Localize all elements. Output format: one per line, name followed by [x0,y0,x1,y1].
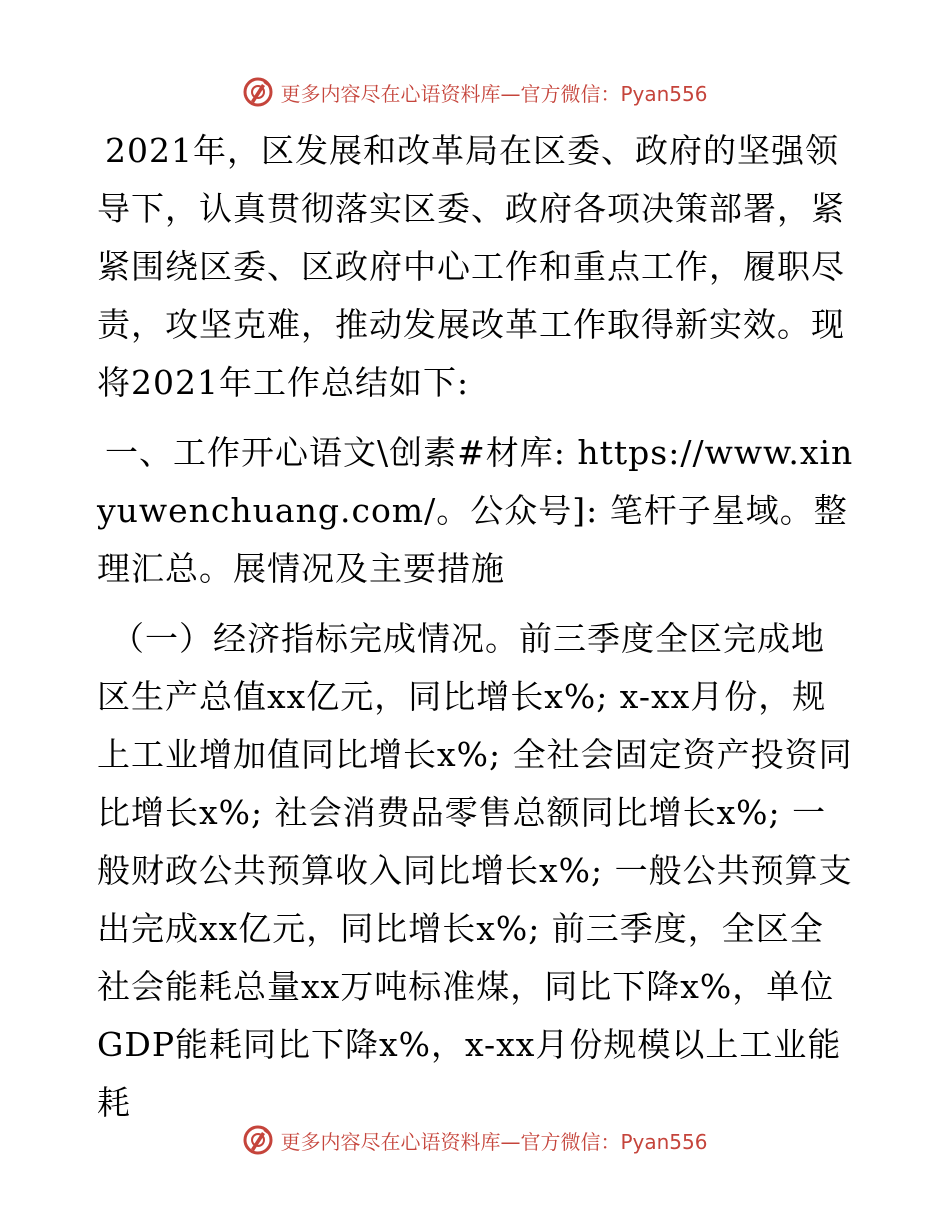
header-banner-text: 更多内容尽在心语资料库—官方微信：Pyan556 [280,81,708,106]
footer-banner-text: 更多内容尽在心语资料库—官方微信：Pyan556 [280,1129,708,1154]
paragraph-section-heading: 一、工作开心语文\创素#材库: https://www.xinyuwenchuang.com/。公众号]: 笔杆子星域。整理汇总。展情况及主要措施 [97,433,854,588]
paragraph-economic-indicators: （一）经济指标完成情况。前三季度全区完成地区生产总值xx亿元，同比增长x%; x-xx月份，规上工业增加值同比增长x%; 全社会固定资产投资同比增长x%; 社会消费品零售总额同比增长x%; 一般财政公共预算收入同比增长x%; 一般公共预算支出完成xx亿元，同比增长x%; 前三季度，全区全社会能耗总量xx万吨标准煤，同比下降x%，单位GDP能耗同比下降x%，x-xx月份规模以上工业能耗 [97,619,853,1122]
paragraph-intro: 2021年，区发展和改革局在区委、政府的坚强领导下，认真贯彻落实区委、政府各项决策部署，紧紧围绕区委、区政府中心工作和重点工作，履职尽责，攻坚克难，推动发展改革工作取得新实效。现将2021年工作总结如下: [97,131,845,402]
document-body [97,122,857,1132]
brand-logo-icon [242,76,274,108]
brand-logo-icon [242,1124,274,1156]
header-banner [0,72,950,112]
footer-banner [0,1120,950,1160]
